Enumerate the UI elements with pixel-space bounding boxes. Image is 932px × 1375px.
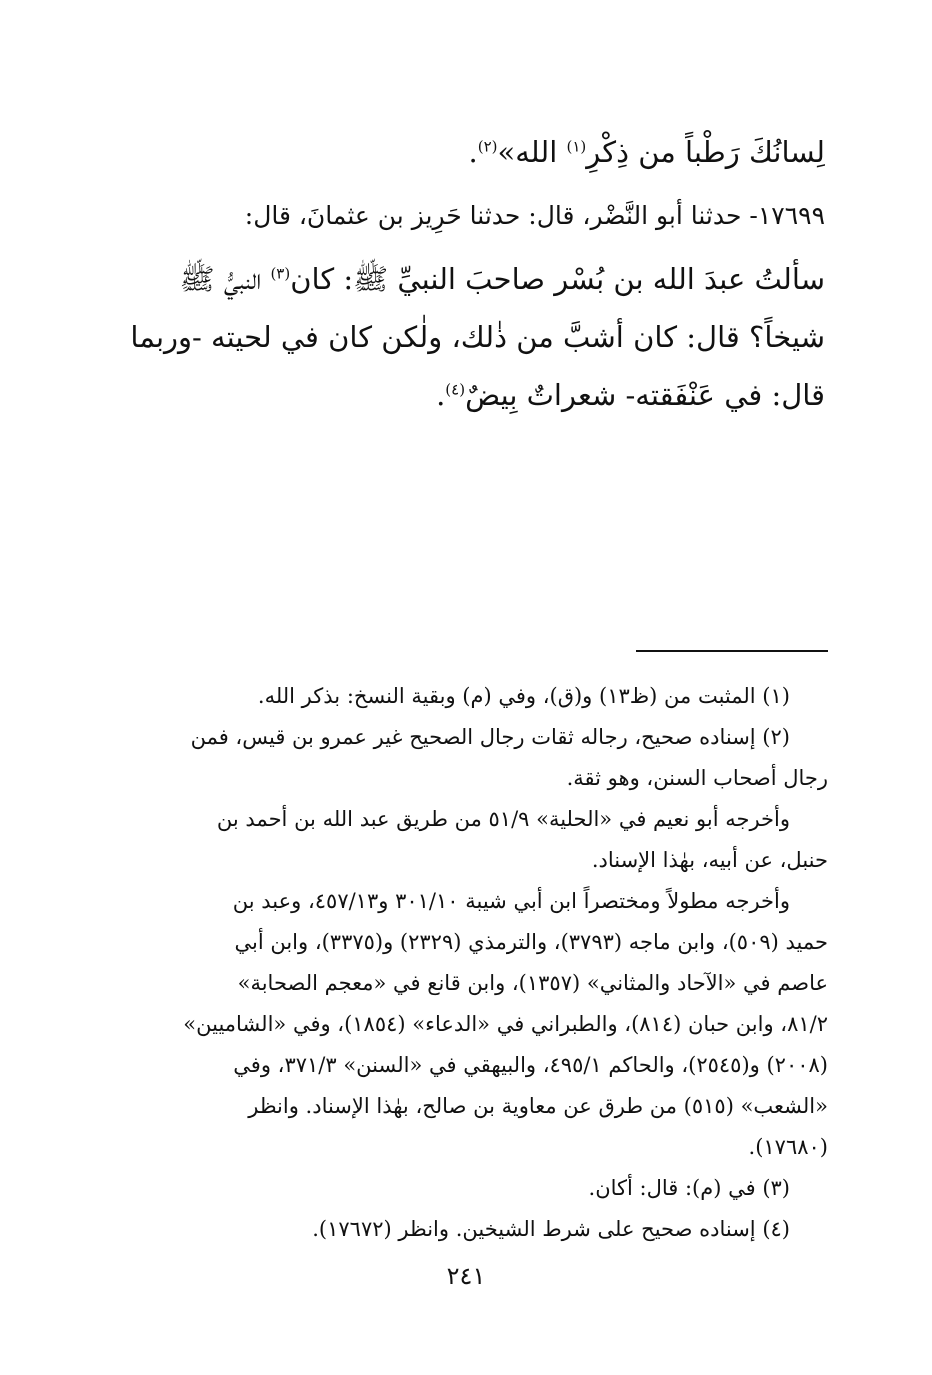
footnote-marker[interactable]: (٣) xyxy=(270,264,291,283)
footnote-line: (١) المثبت من (ظ١٣) و(ق)، وفي (م) وبقية النسخ: بذكر الله. xyxy=(257,684,790,708)
hadith-chain-line: ١٧٦٩٩- حدثنا أبو النَّضْر، قال: حدثنا حَرِيز بن عثمانَ، قال: xyxy=(244,201,825,230)
footnote-line: وأخرجه أبو نعيم في «الحلية» ٥١/٩ من طريق عبد الله بن أحمد بن xyxy=(216,807,790,831)
footnotes xyxy=(120,676,828,1250)
footnote-line: (٢) إسناده صحيح، رجاله ثقات رجال الصحيح غير عمرو بن قيس، فمن xyxy=(190,725,790,749)
main-text-line xyxy=(120,123,825,181)
footnote-line: «الشعب» (٥١٥) من طرق عن معاوية بن صالح، بهٰذا الإسناد. وانظر xyxy=(248,1094,828,1118)
footnote-line: حنبل، عن أبيه، بهٰذا الإسناد. xyxy=(591,848,828,872)
punctuation: . xyxy=(436,378,446,412)
punctuation: . xyxy=(468,135,478,169)
footnote-line: (٤) إسناده صحيح على شرط الشيخين. وانظر (١٧٦٧٢). xyxy=(312,1217,790,1241)
hadith-body xyxy=(120,250,825,424)
footnote-line: رجال أصحاب السنن، وهو ثقة. xyxy=(566,766,828,790)
main-text-line xyxy=(120,250,825,308)
footnote-marker[interactable]: (٤) xyxy=(445,380,466,399)
hadith-text: النبيُّ ﷺ xyxy=(179,262,271,296)
hadith-text: قال: في عَنْفَقته- شعراتٌ بِيضٌ xyxy=(465,378,825,412)
footnote-line: (٣) في (م): قال: أكان. xyxy=(588,1176,790,1200)
footnote-marker[interactable]: (٢) xyxy=(477,137,498,156)
hadith-text: سألتُ عبدَ الله بن بُسْر صاحبَ النبيِّ ﷺ: كان xyxy=(290,262,825,296)
previous-hadith-ending xyxy=(120,123,825,181)
footnote-line: (٢٠٠٨) و(٢٥٤٥)، والحاكم ٤٩٥/١، والبيهقي في «السنن» ٣٧١/٣، وفي xyxy=(233,1053,828,1077)
footnote-line: ٨١/٢، وابن حبان (٨١٤)، والطبراني في «الدعاء» (١٨٥٤)، وفي «الشاميين» xyxy=(183,1012,828,1036)
page-number: ٢٤١ xyxy=(446,1262,486,1290)
footnote-line: عاصم في «الآحاد والمثاني» (١٣٥٧)، وابن قانع في «معجم الصحابة» xyxy=(237,971,828,995)
main-text-line: شيخاً؟ قال: كان أشبَّ من ذٰلك، ولٰكن كان في لحيته -وربما xyxy=(130,320,825,354)
footnote-separator xyxy=(636,650,828,652)
footnote-line: حميد (٥٠٩)، وابن ماجه (٣٧٩٣)، والترمذي (٢٣٢٩) و(٣٣٧٥)، وابن أبي xyxy=(234,930,828,954)
footnote-marker[interactable]: (١) xyxy=(566,137,587,156)
verse-tail: الله» xyxy=(497,135,567,169)
footnote-line: وأخرجه مطولاً ومختصراً ابن أبي شيبة ٣٠١/١٠ و٤٥٧/١٣، وعبد بن xyxy=(232,889,790,913)
footnote-line: (١٧٦٨٠). xyxy=(748,1135,828,1159)
main-text-line xyxy=(120,366,825,424)
verse-fragment: لِسانُكَ رَطْباً من ذِكْرِ xyxy=(586,135,825,169)
